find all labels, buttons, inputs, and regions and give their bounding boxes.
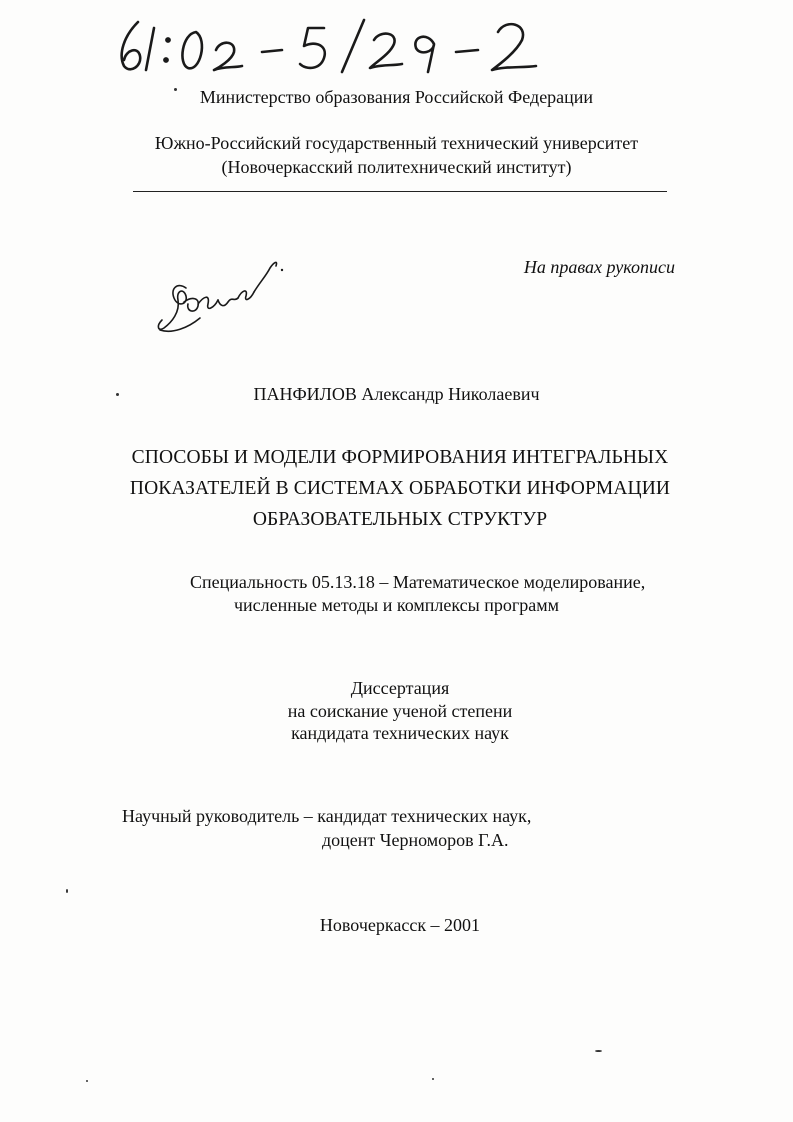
thesis-title	[100, 442, 700, 535]
supervisor-line: Научный руководитель – кандидат технических наук,	[122, 806, 532, 826]
specialty-block	[190, 571, 670, 617]
handwritten-archive-code	[112, 14, 552, 74]
scan-speck	[66, 889, 68, 893]
author-signature	[148, 258, 293, 348]
author-given-names: Александр Николаевич	[361, 384, 540, 404]
university-name: Южно-Российский государственный технический университет	[154, 133, 639, 153]
supervisor-block	[122, 804, 682, 852]
specialty-line: Специальность 05.13.18 – Математическое моделирование,	[190, 572, 646, 592]
rights-note: На правах рукописи	[523, 257, 675, 277]
degree-line: кандидата технических наук	[291, 723, 509, 743]
author-surname: ПАНФИЛОВ	[253, 384, 357, 404]
thesis-title-line: СПОСОБЫ И МОДЕЛИ ФОРМИРОВАНИЯ ИНТЕГРАЛЬНЫХ	[131, 447, 669, 468]
degree-line: Диссертация	[350, 678, 450, 698]
header-divider	[133, 191, 667, 192]
supervisor-line: доцент Черноморов Г.А.	[322, 830, 509, 850]
university-block	[0, 131, 793, 179]
thesis-title-line: ПОКАЗАТЕЛЕЙ В СИСТЕМАХ ОБРАБОТКИ ИНФОРМАЦИИ	[129, 478, 671, 499]
degree-line: на соискание ученой степени	[287, 700, 513, 721]
specialty-line: численные методы и комплексы программ	[234, 595, 560, 615]
scan-speck	[116, 393, 119, 396]
city-year: Новочеркасск – 2001	[319, 915, 481, 935]
university-former-name: (Новочеркасский политехнический институт)	[221, 157, 572, 177]
ministry-name: Министерство образования Российской Федерации	[199, 87, 594, 107]
scan-speck	[432, 1078, 434, 1080]
thesis-title-line: ОБРАЗОВАТЕЛЬНЫХ СТРУКТУР	[252, 509, 548, 530]
scan-speck	[86, 1080, 88, 1082]
degree-block	[0, 677, 793, 745]
scan-speck	[174, 88, 177, 91]
scan-speck	[595, 1050, 602, 1052]
